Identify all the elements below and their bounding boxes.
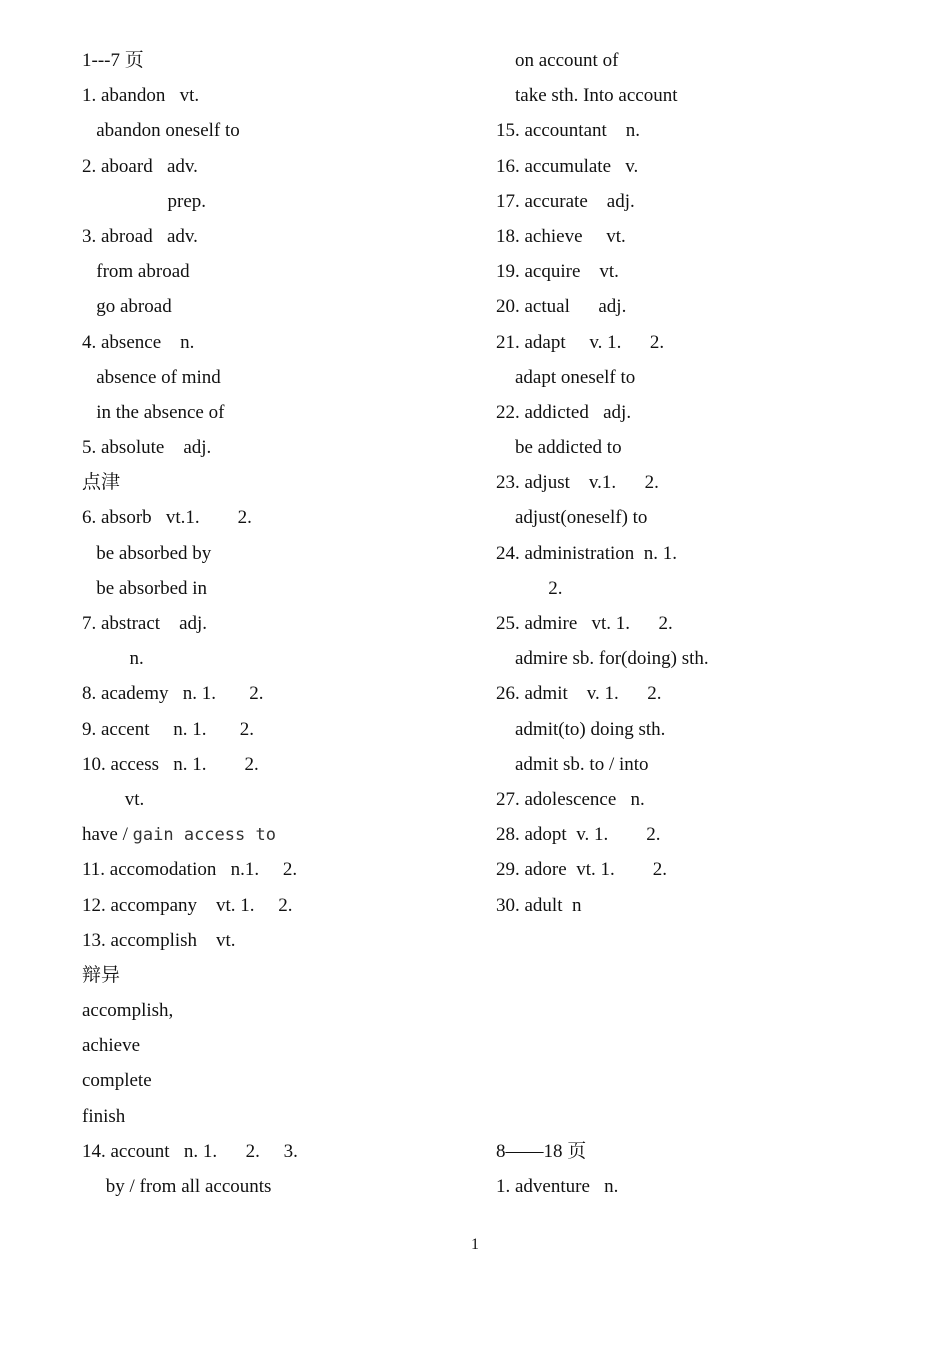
text-line: admit(to) doing sth.	[496, 718, 666, 740]
left-column	[82, 43, 462, 1204]
text-line: vt.	[82, 788, 145, 810]
text-line: take sth. Into account	[496, 85, 678, 107]
text-line: 30. adult n	[496, 894, 582, 916]
text-prefix: have /	[82, 824, 133, 846]
text-line: 18. achieve vt.	[496, 225, 626, 247]
text-line: 8. academy n. 1. 2.	[82, 683, 264, 705]
text-line: admire sb. for(doing) sth.	[496, 648, 709, 670]
text-line: n.	[82, 648, 144, 670]
text-line: in the absence of	[82, 401, 225, 423]
text-line: by / from all accounts	[82, 1176, 272, 1197]
text-line: admit sb. to / into	[496, 753, 649, 775]
text-line: complete	[82, 1070, 152, 1092]
text-line: 27. adolescence n.	[496, 788, 645, 810]
text-line: 14. account n. 1. 2. 3.	[82, 1140, 298, 1162]
text-line: 点津	[82, 472, 121, 494]
text-line: 2. aboard adv.	[82, 155, 198, 177]
text-line: 29. adore vt. 1. 2.	[496, 859, 667, 881]
text-line: 23. adjust v.1. 2.	[496, 472, 659, 494]
text-line: 24. administration n. 1.	[496, 542, 678, 564]
text-line: adjust(oneself) to	[496, 507, 648, 529]
text-line: 19. acquire vt.	[496, 261, 619, 283]
text-line	[82, 817, 462, 852]
text-line: be absorbed by	[82, 542, 212, 564]
text-line: 28. adopt v. 1. 2.	[496, 824, 661, 846]
right-bottom-section	[496, 1134, 896, 1204]
text-line: 10. access n. 1. 2.	[82, 753, 259, 775]
text-line: 22. addicted adj.	[496, 401, 632, 423]
text-line: 21. adapt v. 1. 2.	[496, 331, 665, 353]
text-line: 6. absorb vt.1. 2.	[82, 507, 252, 529]
text-line: accomplish,	[82, 1000, 174, 1022]
text-line: 16. accumulate v.	[496, 155, 639, 177]
text-line: be absorbed in	[82, 577, 208, 599]
text-line: 2.	[496, 577, 563, 599]
text-line: 7. abstract adj.	[82, 613, 208, 634]
text-line: prep.	[82, 190, 207, 212]
text-line: 4. absence n.	[82, 331, 195, 353]
text-line: 1---7 页	[82, 50, 144, 71]
text-line: absence of mind	[82, 366, 221, 388]
text-line: 15. accountant n.	[496, 120, 641, 142]
text-line: 12. accompany vt. 1. 2.	[82, 894, 293, 916]
text-line: 1. abandon vt.	[82, 85, 200, 107]
text-line: go abroad	[82, 296, 172, 318]
text-line: abandon oneself to	[82, 120, 240, 142]
text-line: 20. actual adj.	[496, 296, 627, 318]
text-line: be addicted to	[496, 437, 622, 459]
text-line: achieve	[82, 1035, 141, 1057]
text-line: 25. admire vt. 1. 2.	[496, 613, 673, 634]
text-line: 辩异	[82, 964, 121, 986]
text-line: on account of	[496, 50, 619, 71]
text-line: 17. accurate adj.	[496, 190, 635, 212]
section-heading: 8——18 页	[496, 1141, 587, 1162]
text-line: finish	[82, 1105, 126, 1127]
right-column	[496, 43, 896, 923]
text-line: 9. accent n. 1. 2.	[82, 718, 255, 740]
text-line: 26. admit v. 1. 2.	[496, 683, 662, 705]
text-line: 1. adventure n.	[496, 1176, 619, 1198]
text-line: 3. abroad adv.	[82, 225, 198, 247]
text-mono: gain access to	[132, 825, 276, 846]
text-line: 13. accomplish vt.	[82, 929, 236, 951]
text-line: 11. accomodation n.1. 2.	[82, 859, 298, 881]
text-line: from abroad	[82, 261, 190, 283]
text-line: adapt oneself to	[496, 366, 636, 388]
page-number: 1	[471, 1236, 479, 1253]
text-line: 5. absolute adj.	[82, 437, 212, 459]
